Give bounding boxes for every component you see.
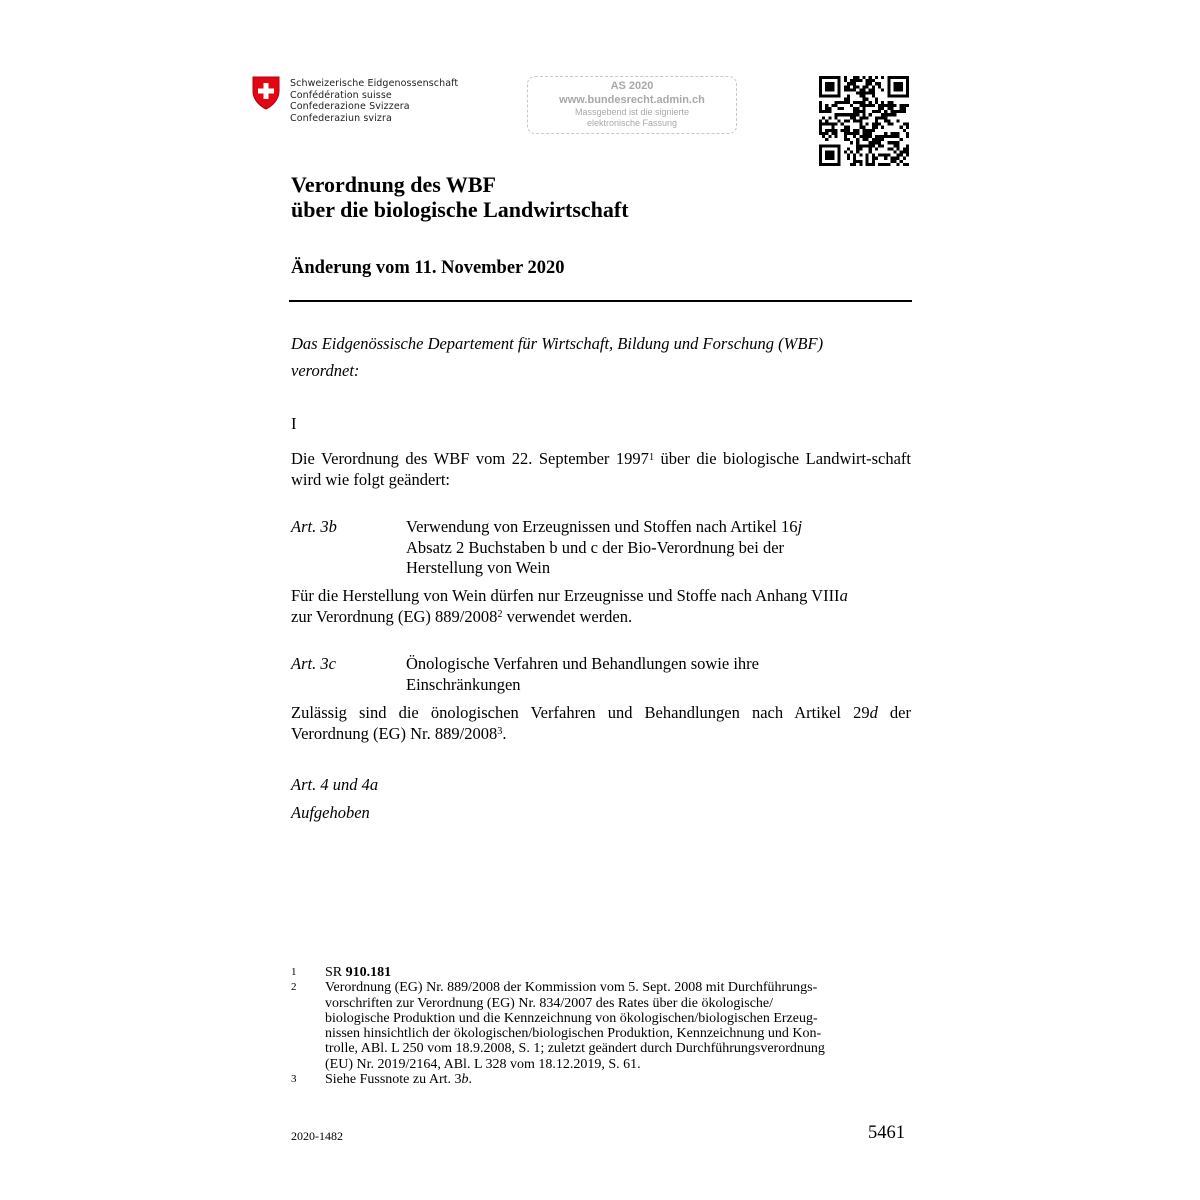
official-collection-stamp	[527, 76, 737, 134]
intro-text-a: Die Verordnung des WBF vom 22. September 1997	[291, 449, 649, 468]
preamble	[291, 330, 911, 384]
footnote-ref-2[interactable]: 2	[497, 609, 503, 621]
stamp-collection: AS 2020	[610, 80, 654, 92]
stamp-note-line1: Massgebend ist die signierte	[574, 107, 690, 117]
document-title	[291, 172, 629, 222]
qr-code-icon	[819, 76, 909, 166]
art-3c-title-line2: Einschränkungen	[406, 674, 521, 694]
intro-paragraph	[291, 449, 911, 490]
art-3b-title-line1: Verwendung von Erzeugnissen und Stoffen nach Artikel 16	[406, 517, 798, 536]
footnote-2-line: nissen hinsichtlich der ökologischen/biologischen Produktion, Kennzeichnung und Kon-	[325, 1026, 822, 1042]
art-3b-body-c: zur Verordnung (EG) 889/2008	[291, 606, 498, 626]
stamp-website: www.bundesrecht.admin.ch	[559, 94, 705, 106]
art-4-label: Art. 4 und 4a	[291, 775, 379, 794]
confederation-name-block	[290, 78, 458, 124]
footnote-1-prefix: SR	[325, 965, 346, 980]
art-3b-label: Art. 3b	[291, 517, 337, 536]
swiss-coat-of-arms-icon	[252, 76, 280, 115]
title-line-1: Verordnung des WBF	[291, 172, 496, 197]
section-number: I	[291, 414, 297, 433]
document-number: 2020-1482	[291, 1129, 343, 1143]
preamble-line-2: verordnet:	[291, 361, 360, 380]
footnote-ref-3[interactable]: 3	[497, 726, 503, 738]
footnote-2-line: Verordnung (EG) Nr. 889/2008 der Kommission vom 5. Sept. 2008 mit Durchführungs-	[325, 980, 818, 996]
art-3c-title	[406, 654, 866, 695]
confederation-name-rm: Confederaziun svizra	[290, 112, 392, 124]
art-3b-title-line2: Absatz 2 Buchstaben b und c der Bio-Verordnung bei der	[406, 537, 785, 557]
art-3b-body	[291, 586, 911, 627]
footnotes	[291, 965, 911, 1087]
footnote-1-sr-number: 910.181	[345, 965, 392, 980]
title-divider	[289, 300, 912, 302]
art-3b-body-italic: a	[839, 586, 848, 605]
art-3c-body-italic: d	[869, 703, 878, 722]
confederation-name-de: Schweizerische Eidgenossenschaft	[290, 78, 459, 89]
art-3c-title-line1: Önologische Verfahren und Behandlungen sowie ihre	[406, 654, 759, 673]
art-3b-title-line3: Herstellung von Wein	[406, 558, 551, 577]
footnote-3-text: Siehe Fussnote zu Art. 3	[325, 1072, 462, 1088]
art-4-block	[291, 771, 378, 827]
footnote-2-line: (EU) Nr. 2019/2164, ABl. L 328 vom 18.12.2019, S. 61.	[325, 1056, 641, 1072]
footnote-2-line: trolle, ABl. L 250 vom 18.9.2008, S. 1; zuletzt geändert durch Durchführungsverordnung	[325, 1041, 825, 1057]
intro-text-b: über die biologische Landwirt-schaft wird wie folgt geändert:	[291, 449, 911, 489]
footnote-1	[291, 965, 911, 980]
footnote-3-italic: b	[461, 1072, 469, 1088]
footnote-3	[291, 1072, 911, 1087]
footnote-2	[291, 980, 911, 1072]
footnote-number: 2	[291, 981, 297, 994]
art-3b-title-line1-italic: j	[797, 517, 803, 536]
footnote-3-end: .	[468, 1072, 472, 1088]
footnote-number: 1	[291, 966, 297, 978]
art-3c-body-d: .	[502, 723, 507, 743]
footnote-2-line: vorschriften zur Verordnung (EG) Nr. 834/2007 des Rates über die ökologische/	[325, 995, 774, 1011]
amendment-date: Änderung vom 11. November 2020	[291, 258, 565, 278]
footnote-ref-1[interactable]: 1	[648, 451, 655, 463]
art-3c-label: Art. 3c	[291, 654, 336, 673]
page-number: 5461	[868, 1123, 905, 1143]
preamble-line-1: Das Eidgenössische Departement für Wirtschaft, Bildung und Forschung (WBF)	[291, 334, 824, 353]
title-line-2: über die biologische Landwirtschaft	[291, 197, 629, 222]
art-3c-body-c: der Verordnung (EG) Nr. 889/2008	[291, 703, 911, 743]
stamp-note-line2: elektronische Fassung	[586, 117, 678, 128]
footnote-number: 3	[291, 1073, 297, 1086]
art-3b-body-d: verwendet werden.	[502, 606, 633, 626]
art-3c-body-a: Zulässig sind die önologischen Verfahren und Behandlungen nach Artikel 29	[291, 703, 870, 722]
art-3b-title	[406, 517, 866, 579]
art-4-status: Aufgehoben	[291, 803, 370, 822]
art-3c-body	[291, 703, 911, 744]
footnote-2-line: biologische Produktion und die Kennzeichnung von ökologischen/biologischen Erzeug-	[325, 1010, 818, 1026]
art-3b-body-a: Für die Herstellung von Wein dürfen nur Erzeugnisse und Stoffe nach Anhang VIII	[291, 586, 840, 605]
confederation-name-it: Confederazione Svizzera	[290, 101, 410, 113]
confederation-name-fr: Confédération suisse	[290, 89, 392, 101]
